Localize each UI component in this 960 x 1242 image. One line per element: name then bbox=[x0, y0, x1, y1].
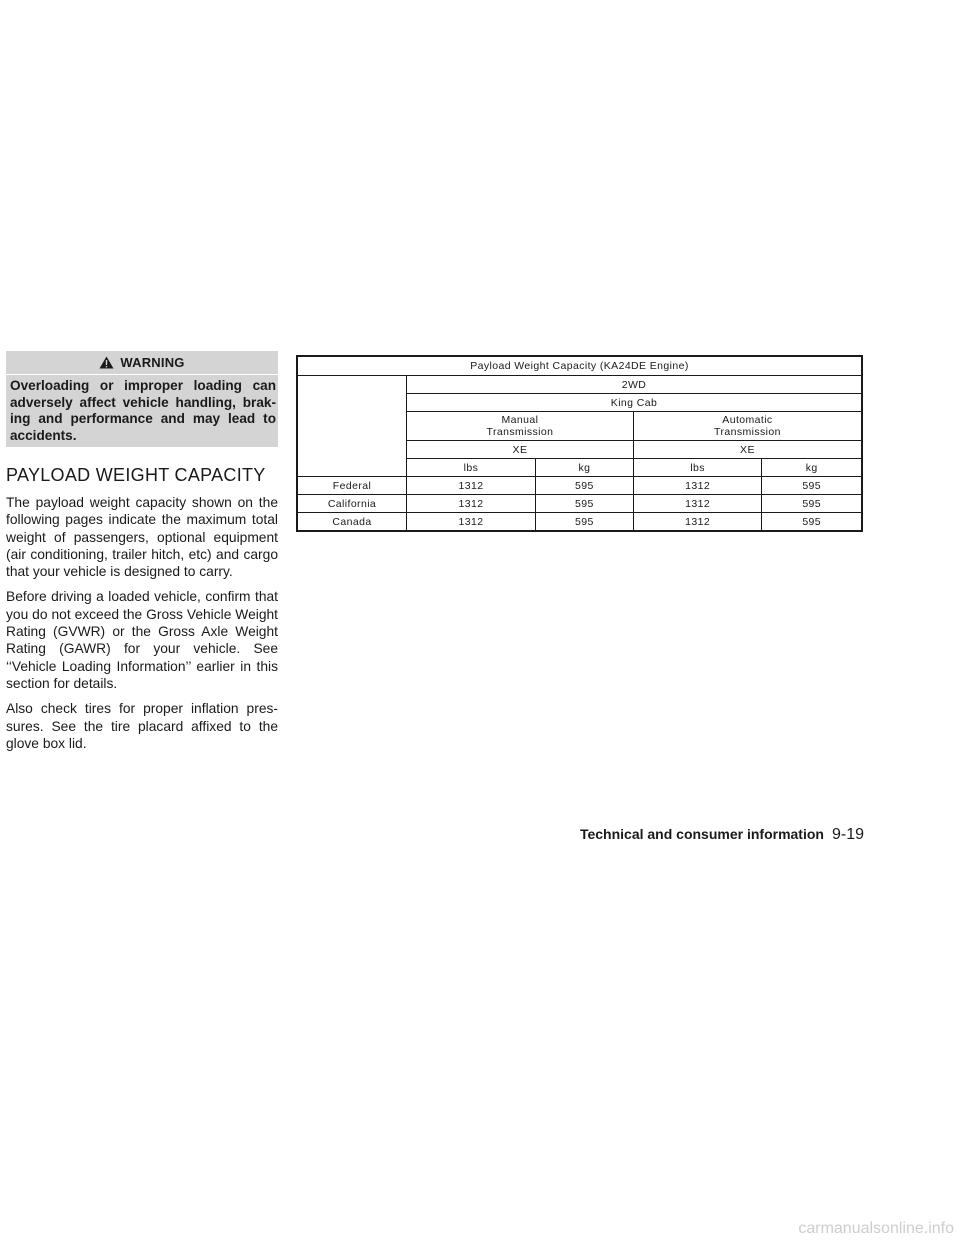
warning-divider bbox=[6, 374, 278, 375]
payload-table bbox=[296, 355, 863, 532]
table-title: Payload Weight Capacity (KA24DE Engine) bbox=[297, 356, 862, 376]
paragraph-tires: Also check tires for proper inflation pres-sures. See the tire placard affixed to the glove box lid. bbox=[6, 701, 278, 751]
table-cell: 595 bbox=[535, 495, 633, 513]
table-cab-header: King Cab bbox=[407, 394, 863, 412]
automatic-line-1: Automatic bbox=[722, 414, 773, 426]
page-footer bbox=[538, 826, 864, 844]
table-cell: 595 bbox=[762, 495, 862, 513]
footer-section-title: Technical and consumer information bbox=[579, 826, 824, 842]
manual-line-1: Manual bbox=[501, 414, 539, 426]
table-unit: lbs bbox=[633, 459, 761, 477]
warning-title: WARNING bbox=[120, 355, 185, 370]
table-cell: 1312 bbox=[407, 477, 536, 495]
warning-box bbox=[6, 351, 278, 447]
table-unit: kg bbox=[762, 459, 862, 477]
row-label-california: California bbox=[297, 495, 407, 513]
table-trim-automatic: XE bbox=[633, 441, 862, 459]
table-row bbox=[297, 495, 862, 513]
warning-triangle-icon bbox=[99, 356, 114, 369]
table-cell: 1312 bbox=[633, 495, 761, 513]
paragraph-ratings: Before driving a loaded vehicle, confirm that you do not exceed the Gross Vehicle Weight Rating (GVWR) or the Gross Axle Weight Rating (GAWR) for your vehicle. See ‘‘Vehicle Loading Information’’ earlier in this section for details. bbox=[6, 589, 278, 691]
table-cell: 595 bbox=[535, 477, 633, 495]
table-automatic-header bbox=[633, 412, 862, 441]
warning-header bbox=[6, 351, 278, 374]
warning-text: Overloading or improper loading can adversely affect vehicle handling, brak-ing and performance and may lead to accidents. bbox=[10, 378, 276, 443]
paragraph-intro: The payload weight capacity shown on the following pages indicate the maximum total weight of passengers, optional equipment (air conditioning, trailer hitch, etc) and cargo that your vehicle is designed to carry. bbox=[6, 495, 278, 580]
row-label-federal: Federal bbox=[297, 477, 407, 495]
row-label-canada: Canada bbox=[297, 513, 407, 532]
table-cell: 1312 bbox=[633, 477, 761, 495]
table-manual-header bbox=[407, 412, 634, 441]
table-unit: kg bbox=[535, 459, 633, 477]
table-cell: 1312 bbox=[633, 513, 761, 532]
table-row bbox=[297, 477, 862, 495]
table-trim-manual: XE bbox=[407, 441, 634, 459]
manual-line-2: Transmission bbox=[486, 426, 554, 438]
table-cell: 595 bbox=[762, 513, 862, 532]
automatic-line-2: Transmission bbox=[714, 426, 781, 438]
table-drive-header: 2WD bbox=[407, 376, 863, 394]
body-text bbox=[6, 494, 278, 760]
table-corner-cell bbox=[297, 376, 407, 477]
page-number: 9-19 bbox=[831, 826, 864, 843]
table-cell: 1312 bbox=[407, 495, 536, 513]
table-cell: 1312 bbox=[407, 513, 536, 532]
table-cell: 595 bbox=[535, 513, 633, 532]
table-cell: 595 bbox=[762, 477, 862, 495]
table-row bbox=[297, 513, 862, 532]
watermark: carmanualsonline.info bbox=[798, 1220, 954, 1237]
table-unit: lbs bbox=[407, 459, 536, 477]
section-heading: PAYLOAD WEIGHT CAPACITY bbox=[6, 465, 266, 485]
